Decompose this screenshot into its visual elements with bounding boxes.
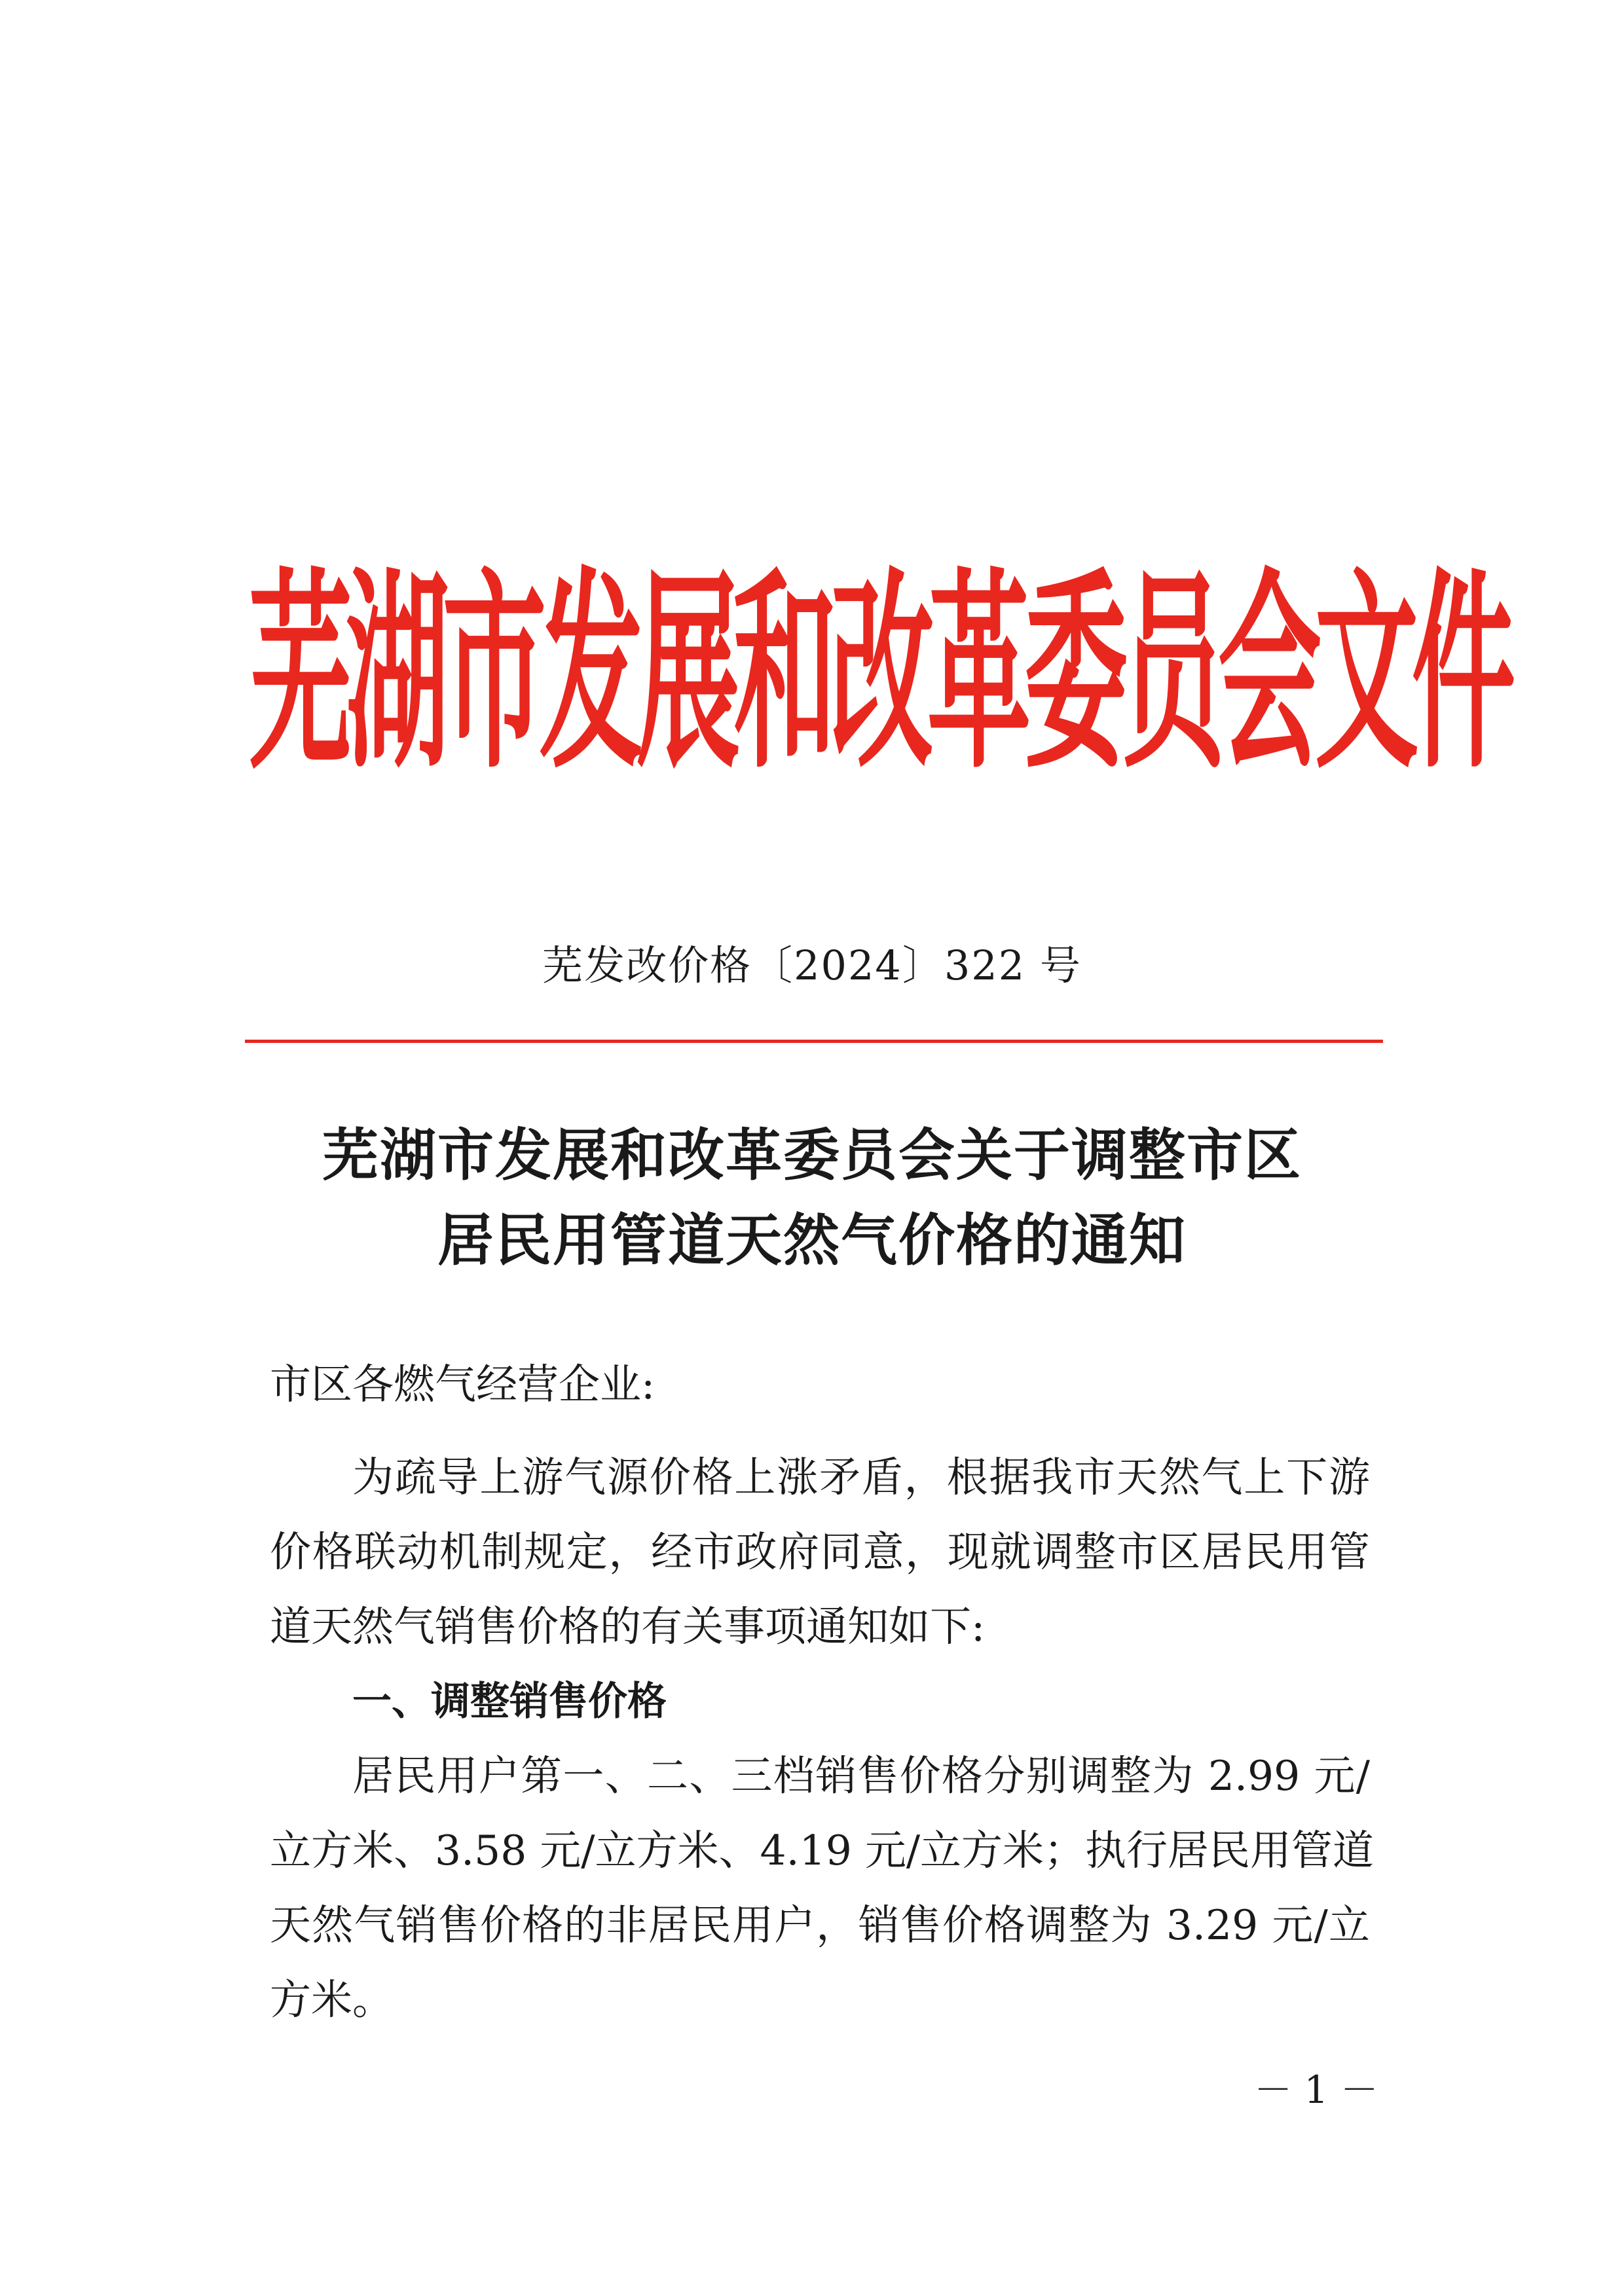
document-number: 芜发改价格〔2024〕322 号 (542, 941, 1082, 989)
notice-title-line-2: 居民用管道天然气价格的通知 (437, 1207, 1187, 1273)
masthead-text: 芜湖市发展和改革委员会文件 (249, 549, 1509, 798)
paragraph-line: 天然气销售价格的非居民用户，销售价格调整为 3.29 元/立 (270, 1901, 1370, 1949)
section-heading-adjust-price: 一、调整销售价格 (352, 1679, 667, 1724)
notice-title (196, 1113, 1428, 1283)
paragraph-line: 方米。 (270, 1976, 394, 2024)
paragraph-line: 价格联动机制规定，经市政府同意，现就调整市区居民用管 (270, 1528, 1370, 1576)
salutation-text: 市区各燃气经营企业: (270, 1360, 655, 1408)
salutation (270, 1347, 1370, 1422)
paragraph-intro (270, 1440, 1370, 1664)
paragraph-line: 立方米、3.58 元/立方米、4.19 元/立方米；执行居民用管道 (270, 1827, 1375, 1874)
paragraph-line: 为疏导上游气源价格上涨矛盾，根据我市天然气上下游 (352, 1453, 1370, 1501)
paragraph-price-adjustment (270, 1739, 1375, 2037)
notice-title-line-1: 芜湖市发展和改革委员会关于调整市区 (322, 1122, 1302, 1188)
red-separator-rule (245, 1040, 1383, 1043)
paragraph-line: 居民用户第一、二、三档销售价格分别调整为 2.99 元/ (352, 1752, 1370, 1800)
paragraph-line: 道天然气销售价格的有关事项通知如下: (270, 1603, 986, 1650)
masthead-title (249, 549, 1509, 799)
page-number: － 1 － (1254, 2068, 1378, 2112)
